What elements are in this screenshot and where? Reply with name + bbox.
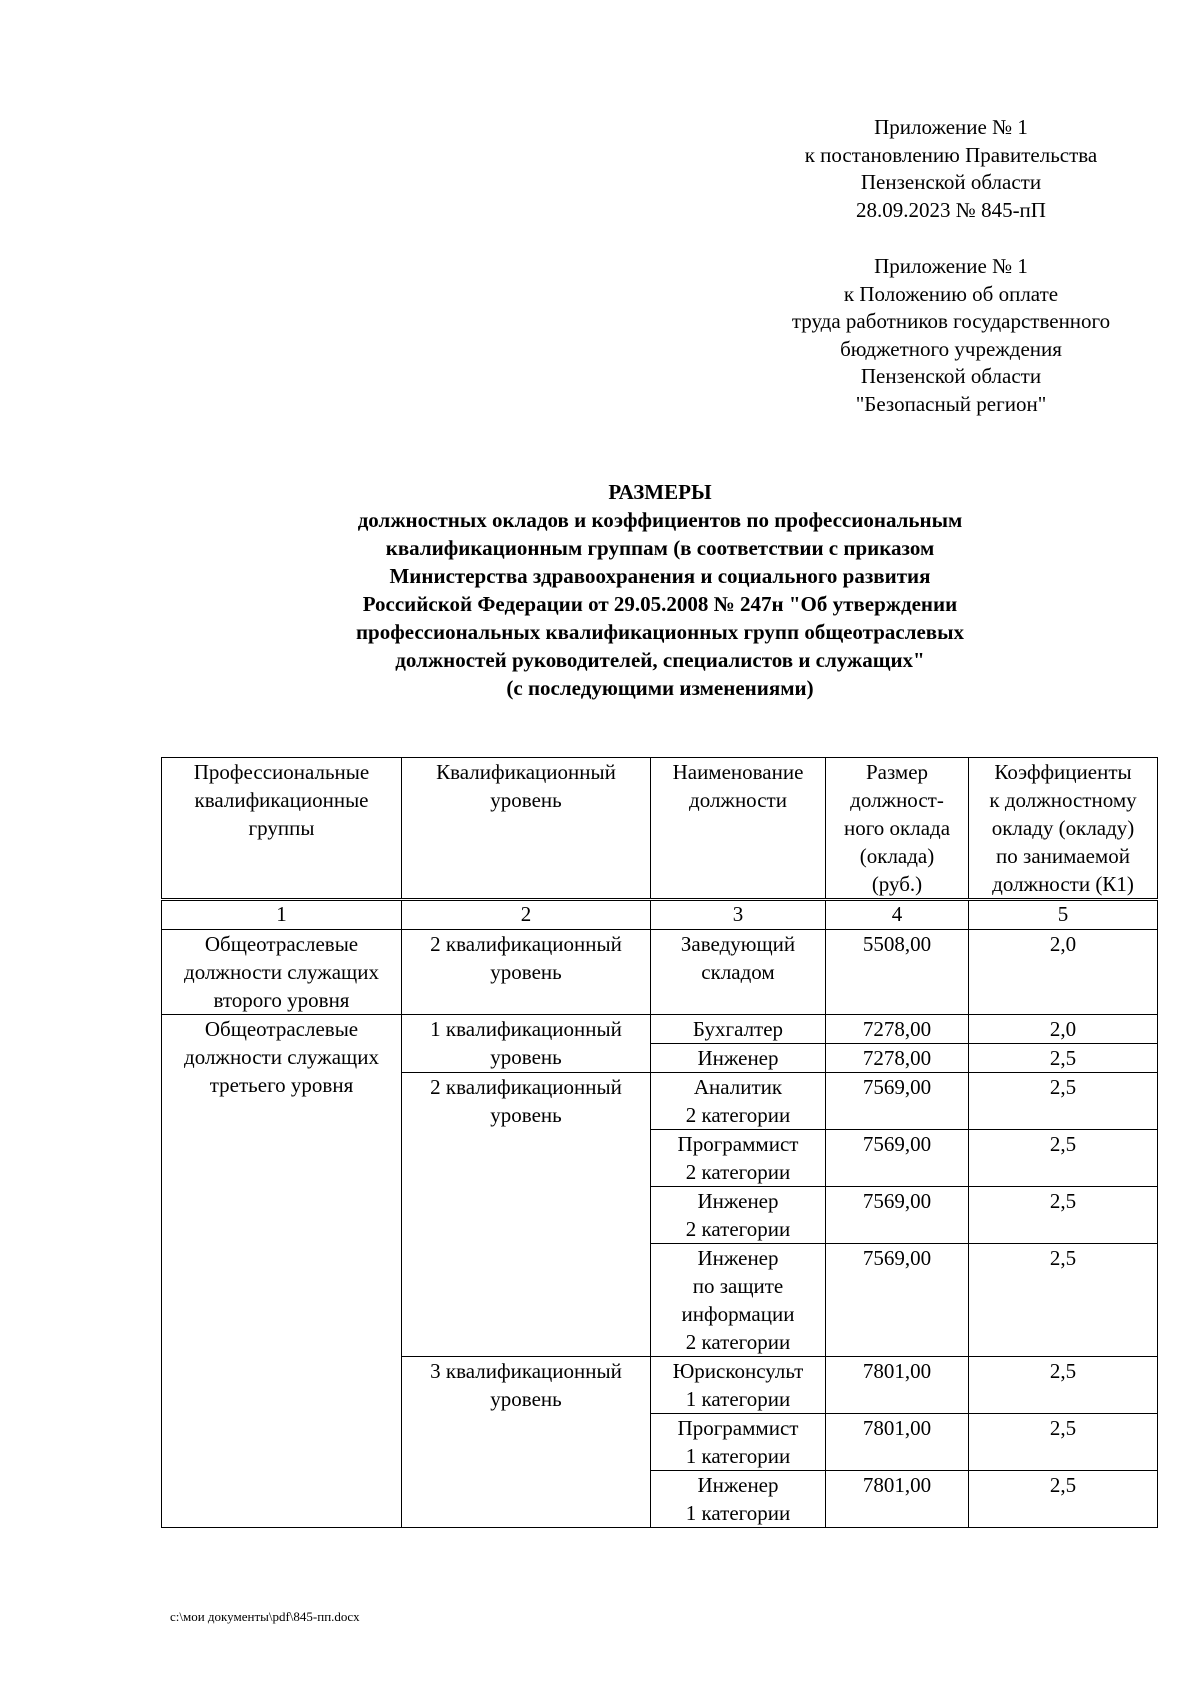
annex-2-line: к Положению об оплате [843, 281, 1059, 306]
salary-cell: 7278,00 [826, 1044, 969, 1073]
annex-2-line: "Безопасный регион" [855, 391, 1047, 416]
salary-cell: 7569,00 [826, 1073, 969, 1130]
coefficient-cell: 2,5 [969, 1357, 1158, 1414]
coefficient-cell: 2,5 [969, 1130, 1158, 1187]
annex-2-line: Пензенской области [860, 364, 1042, 388]
annex-1-line: Приложение № 1 [874, 115, 1028, 139]
table-row [162, 930, 1158, 1015]
annex-1-line: 28.09.2023 № 845-пП [856, 197, 1046, 222]
level-cell: 3 квалификационный уровень [402, 1357, 651, 1528]
coefficient-cell: 2,5 [969, 1471, 1158, 1528]
title-line: квалификационным группам (в соответствии с приказом [385, 536, 935, 560]
position-cell: Инженер [651, 1044, 826, 1073]
column-number: 3 [651, 900, 826, 930]
table-row [162, 1015, 1158, 1044]
title-line: Министерства здравоохранения и социального развития [389, 564, 931, 588]
title-line: РАЗМЕРЫ [608, 480, 712, 504]
position-cell: Инженер 2 категории [651, 1187, 826, 1244]
salary-cell: 7569,00 [826, 1130, 969, 1187]
header-cell-level: Квалификационный уровень [402, 758, 651, 900]
salary-cell: 7569,00 [826, 1244, 969, 1357]
annex-2-line: труда работников государственного [791, 309, 1111, 333]
position-cell: Программист 1 категории [651, 1414, 826, 1471]
salary-cell: 7569,00 [826, 1187, 969, 1244]
position-cell: Бухгалтер [651, 1015, 826, 1044]
document-title [160, 478, 1160, 702]
annex-1-block [741, 114, 1161, 224]
group-cell: Общеотраслевые должности служащих второго уровня [162, 930, 402, 1015]
header-cell-salary: Размер должност- ного оклада (оклада) (руб.) [826, 758, 969, 900]
annex-1-line: к постановлению Правительства [804, 142, 1098, 167]
table-header-row [162, 758, 1158, 900]
column-number: 4 [826, 900, 969, 930]
coefficient-cell: 2,5 [969, 1244, 1158, 1357]
annex-2-block [741, 253, 1161, 418]
coefficient-cell: 2,5 [969, 1414, 1158, 1471]
group-cell: Общеотраслевые должности служащих третьего уровня [162, 1015, 402, 1528]
column-number-row [162, 900, 1158, 930]
annex-2-line: Приложение № 1 [874, 254, 1028, 278]
level-cell: 2 квалификационный уровень [402, 930, 651, 1015]
salary-table [161, 757, 1158, 1528]
salary-cell: 5508,00 [826, 930, 969, 1015]
title-line: должностных окладов и коэффициентов по профессиональным [357, 508, 963, 532]
footer-file-path: c:\мои документы\pdf\845-пп.docx [170, 1609, 360, 1624]
coefficient-cell: 2,5 [969, 1073, 1158, 1130]
coefficient-cell: 2,0 [969, 930, 1158, 1015]
salary-cell: 7801,00 [826, 1414, 969, 1471]
title-line: профессиональных квалификационных групп общеотраслевых [355, 620, 965, 644]
column-number: 2 [402, 900, 651, 930]
header-cell-coefficient: Коэффициенты к должностному окладу (окладу) по занимаемой должности (К1) [969, 758, 1158, 900]
salary-cell: 7801,00 [826, 1357, 969, 1414]
header-cell-group: Профессиональные квалификационные группы [162, 758, 402, 900]
title-line: должностей руководителей, специалистов и служащих" [395, 648, 925, 672]
header-cell-position: Наименование должности [651, 758, 826, 900]
position-cell: Инженер 1 категории [651, 1471, 826, 1528]
title-line: Российской Федерации от 29.05.2008 № 247н "Об утверждении [362, 592, 958, 616]
coefficient-cell: 2,0 [969, 1015, 1158, 1044]
position-cell: Заведующий складом [651, 930, 826, 1015]
annex-2-line: бюджетного учреждения [840, 336, 1062, 361]
position-cell: Аналитик 2 категории [651, 1073, 826, 1130]
coefficient-cell: 2,5 [969, 1044, 1158, 1073]
position-cell: Инженер по защите информации 2 категории [651, 1244, 826, 1357]
annex-1-line: Пензенской области [860, 170, 1042, 194]
position-cell: Программист 2 категории [651, 1130, 826, 1187]
position-cell: Юрисконсульт 1 категории [651, 1357, 826, 1414]
level-cell: 1 квалификационный уровень [402, 1015, 651, 1073]
salary-cell: 7278,00 [826, 1015, 969, 1044]
level-cell: 2 квалификационный уровень [402, 1073, 651, 1357]
salary-cell: 7801,00 [826, 1471, 969, 1528]
column-number: 1 [162, 900, 402, 930]
column-number: 5 [969, 900, 1158, 930]
coefficient-cell: 2,5 [969, 1187, 1158, 1244]
title-line: (с последующими изменениями) [506, 676, 814, 700]
